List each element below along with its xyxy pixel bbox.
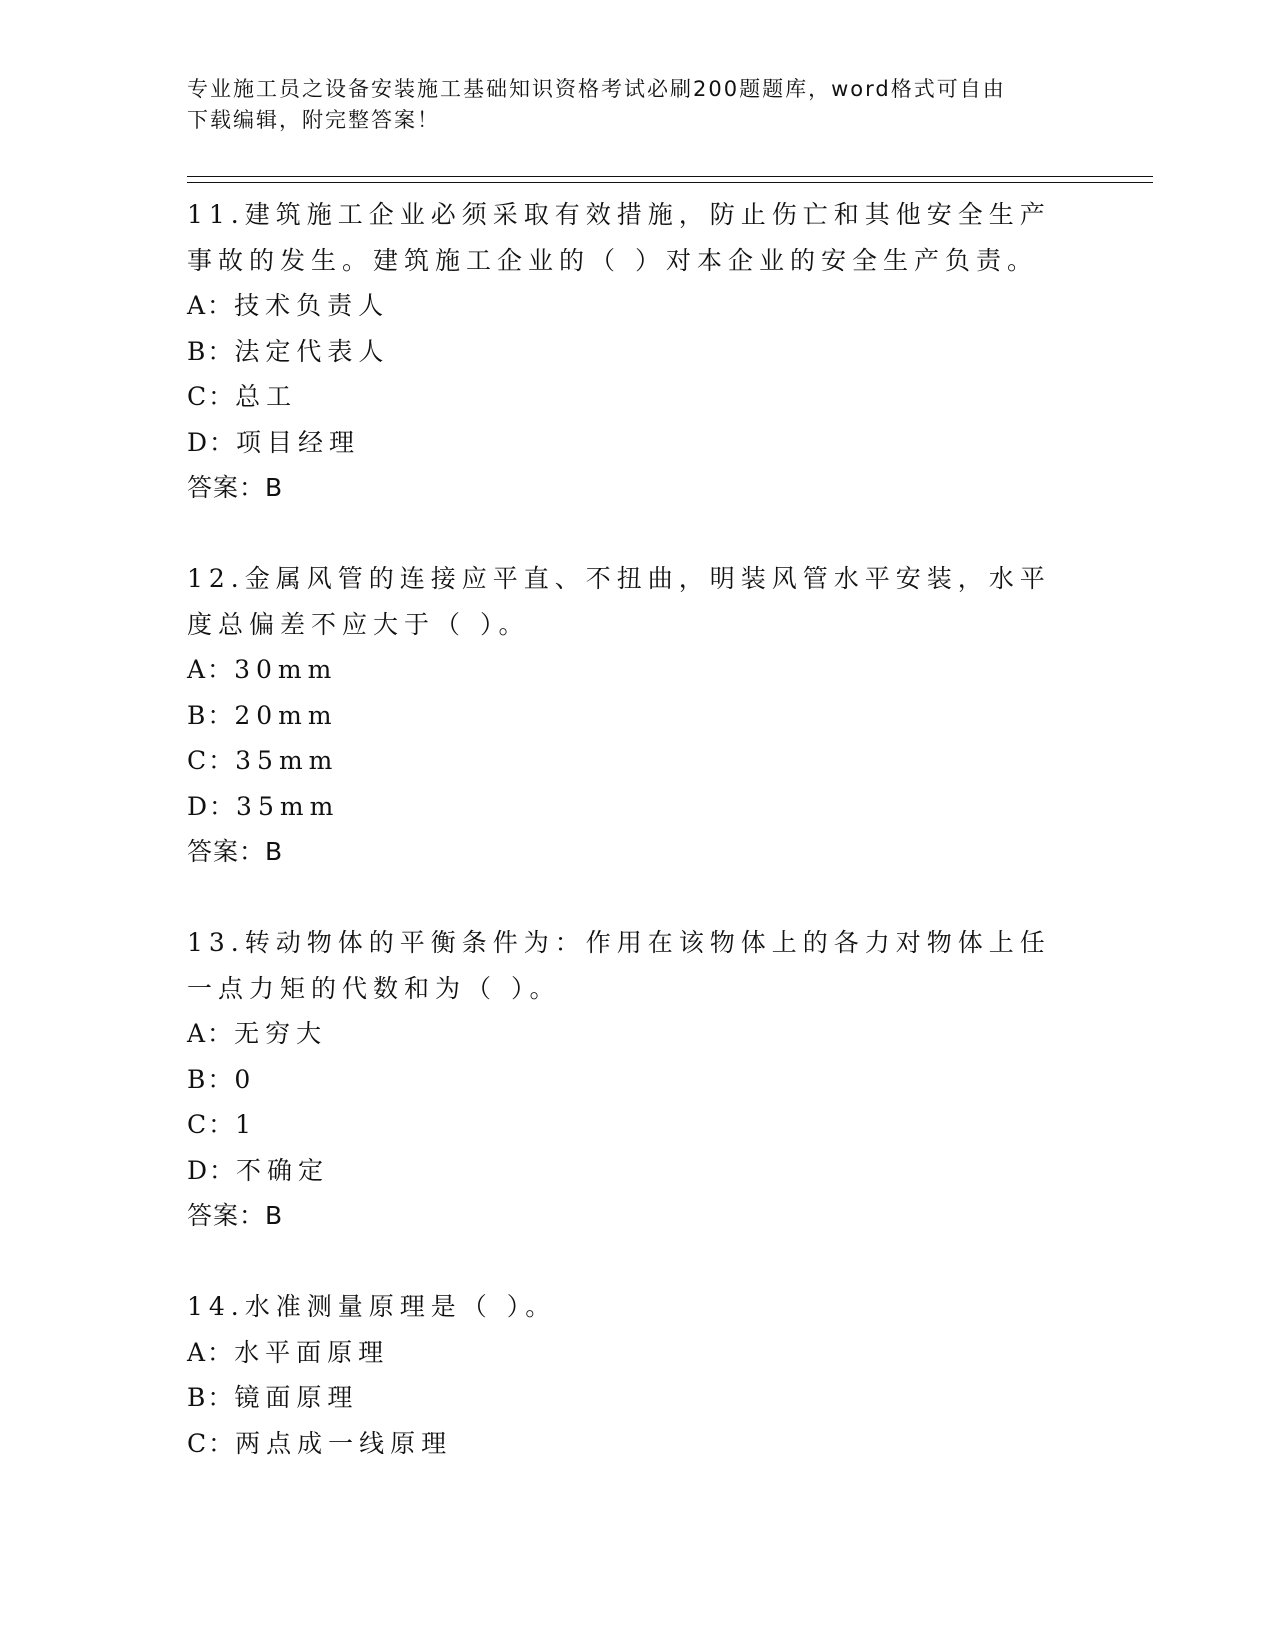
answer-line: 答案：B: [187, 1201, 284, 1230]
option-label: C：: [187, 382, 236, 411]
header-divider-bottom: [187, 182, 1153, 183]
option-a: [187, 1011, 1087, 1057]
document-header: [187, 74, 1067, 136]
option-b: [187, 1375, 1087, 1421]
question-14: [187, 1284, 1087, 1466]
option-text: 30mm: [234, 655, 338, 684]
question-11: [187, 192, 1087, 511]
option-text: 1: [235, 1110, 258, 1139]
option-text: 0: [234, 1064, 257, 1094]
option-label: B：: [187, 700, 235, 730]
option-label: C：: [187, 1110, 236, 1139]
option-text: 水平面原理: [234, 1337, 390, 1367]
header-divider-top: [187, 176, 1153, 177]
question-stem: 14.水准测量原理是（ ）。: [187, 1292, 557, 1321]
question-list: [187, 192, 1087, 1466]
question-stem: 12.金属风管的连接应平直、不扭曲，明装风管水平安装，水平度总偏差不应大于（ ）。: [187, 564, 1051, 639]
option-label: A：: [187, 291, 235, 320]
option-label: A：: [187, 1337, 235, 1367]
question-12: [187, 556, 1087, 875]
option-c: [187, 738, 1087, 784]
option-d: [187, 1148, 1087, 1194]
option-text: 35mm: [235, 746, 339, 775]
option-b: [187, 329, 1087, 375]
option-label: B：: [187, 1383, 235, 1412]
option-text: 20mm: [234, 700, 338, 730]
option-b: [187, 693, 1087, 739]
question-gap: [187, 875, 1087, 921]
option-a: [187, 647, 1087, 693]
option-text: 35mm: [236, 791, 340, 821]
option-c: [187, 1421, 1087, 1467]
answer-line: 答案：B: [187, 837, 284, 866]
option-d: [187, 784, 1087, 830]
question-gap: [187, 1239, 1087, 1285]
option-text: 总工: [235, 382, 298, 411]
header-line-1: 专业施工员之设备安装施工基础知识资格考试必刷200题题库，word格式可自由: [187, 77, 1006, 101]
option-c: [187, 1102, 1087, 1148]
header-line-2: 下载编辑，附完整答案！: [187, 108, 440, 132]
answer-line: 答案：B: [187, 473, 284, 502]
option-label: D：: [187, 427, 237, 457]
option-label: A：: [187, 1019, 235, 1048]
option-label: B：: [187, 1064, 235, 1094]
option-text: 镜面原理: [234, 1383, 359, 1412]
question-gap: [187, 511, 1087, 557]
option-text: 两点成一线原理: [235, 1428, 453, 1458]
option-text: 法定代表人: [234, 336, 390, 366]
option-text: 技术负责人: [234, 291, 390, 320]
option-a: [187, 1330, 1087, 1376]
option-c: [187, 374, 1087, 420]
option-d: [187, 420, 1087, 466]
option-a: [187, 283, 1087, 329]
option-label: D：: [187, 791, 237, 821]
option-text: 无穷大: [234, 1019, 328, 1048]
question-stem: 11.建筑施工企业必须采取有效措施，防止伤亡和其他安全生产事故的发生。建筑施工企业的（ ）对本企业的安全生产负责。: [187, 200, 1051, 275]
option-text: 不确定: [236, 1155, 330, 1185]
option-label: D：: [187, 1155, 237, 1185]
option-label: C：: [187, 746, 236, 775]
question-13: [187, 920, 1087, 1239]
option-label: B：: [187, 336, 235, 366]
option-label: C：: [187, 1428, 236, 1458]
option-text: 项目经理: [236, 427, 361, 457]
option-label: A：: [187, 655, 235, 684]
question-stem: 13.转动物体的平衡条件为：作用在该物体上的各力对物体上任一点力矩的代数和为（ ）。: [187, 928, 1051, 1003]
option-b: [187, 1057, 1087, 1103]
